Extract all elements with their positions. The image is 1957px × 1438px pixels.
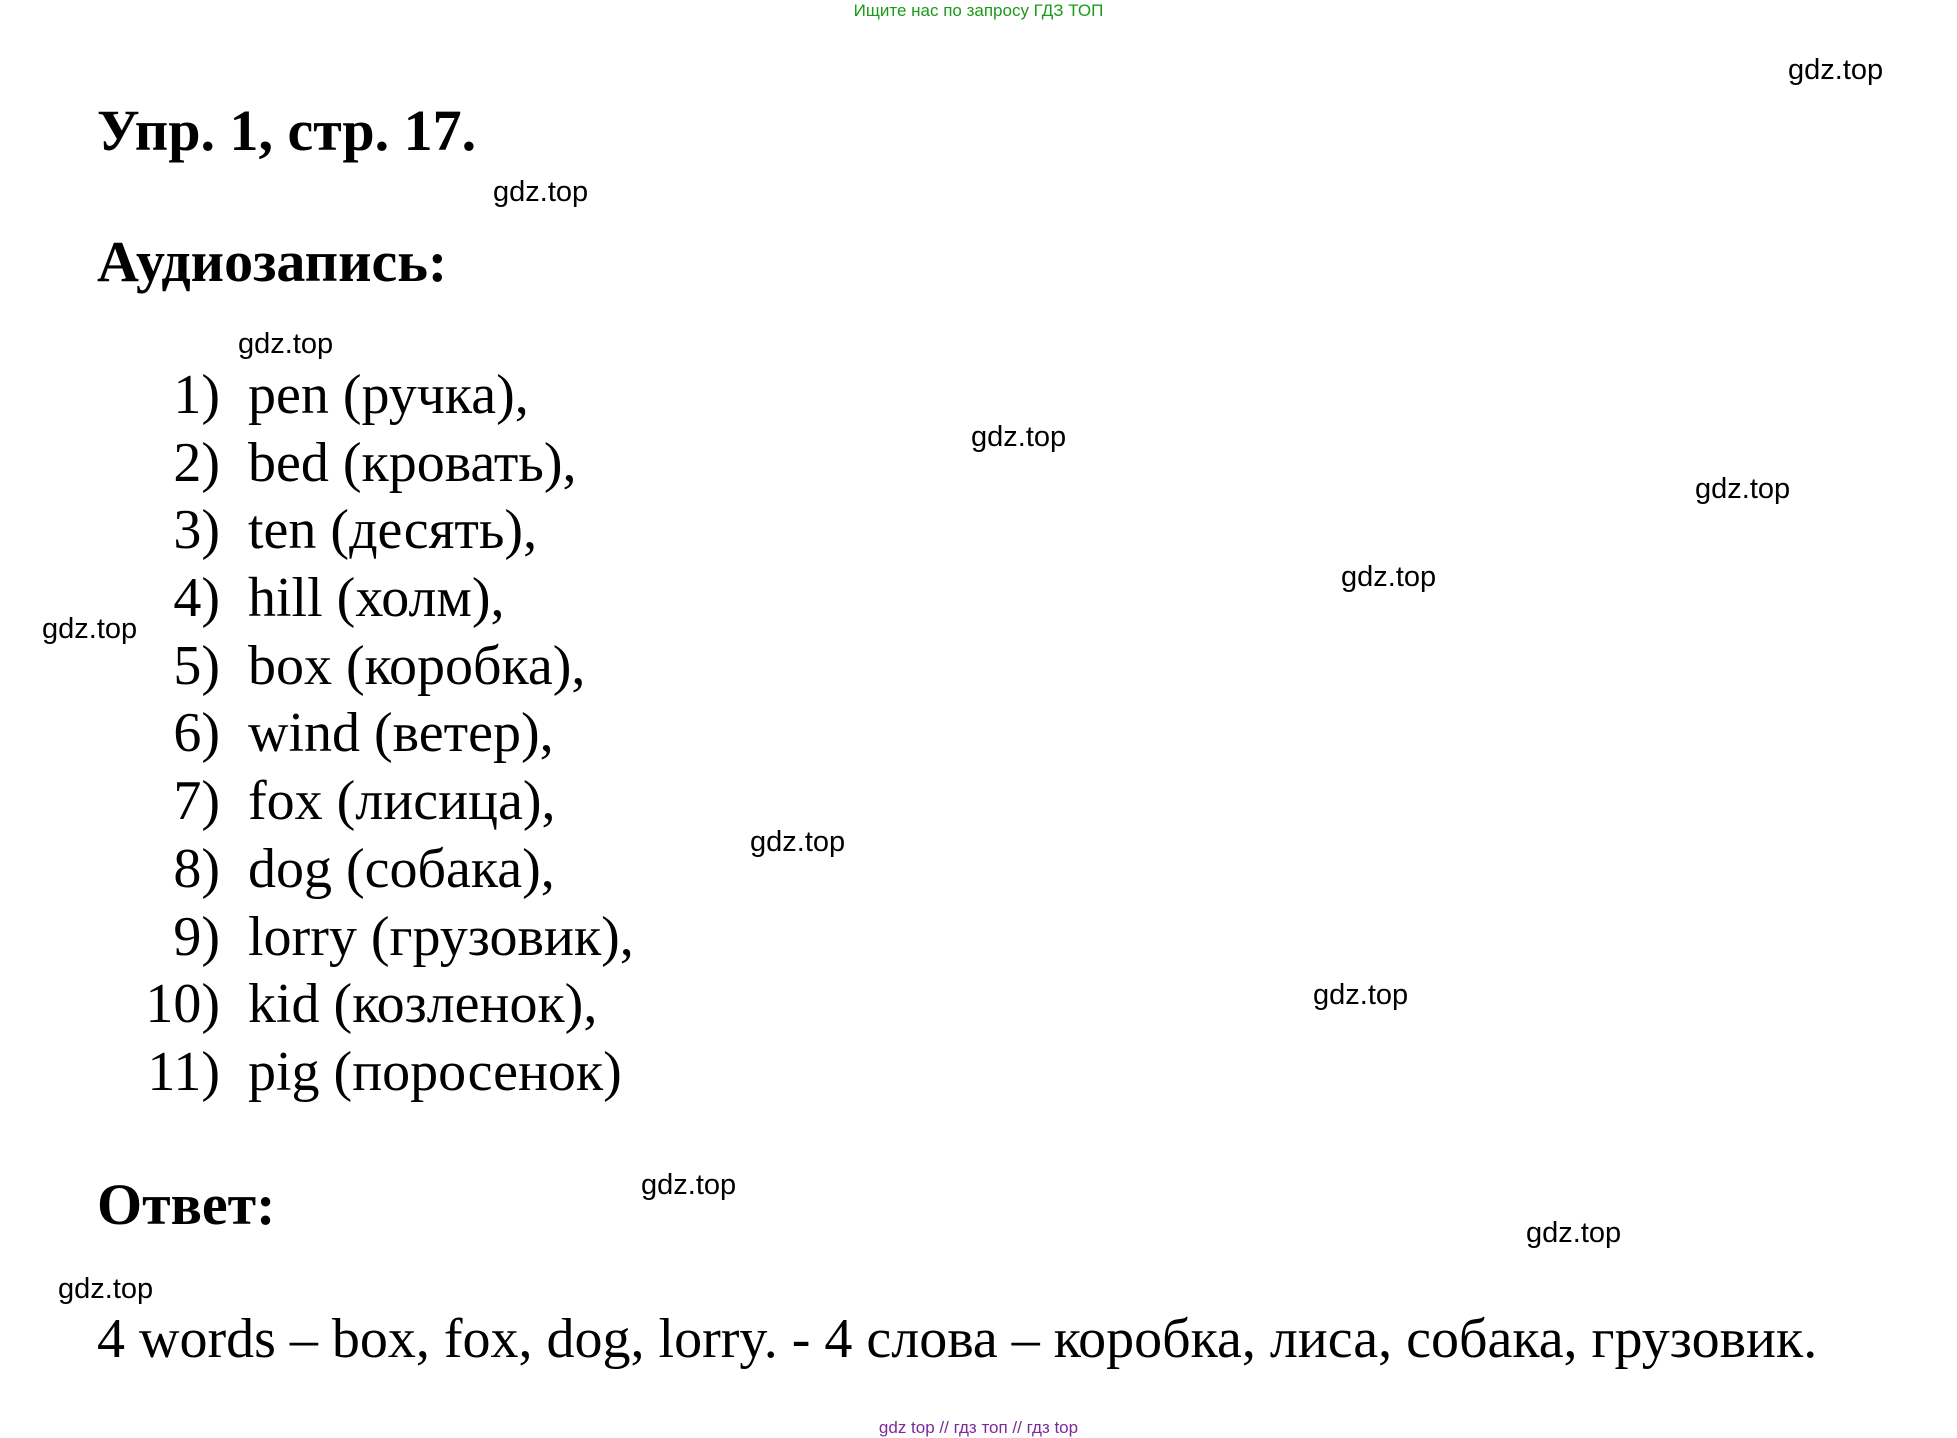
watermark: gdz.top [1313,979,1409,1011]
list-item-number: 9) [173,905,220,968]
list-item-text: dog (собака), [248,837,555,900]
watermark: gdz.top [750,826,846,858]
list-item-number: 2) [173,431,220,494]
list-item-number: 8) [173,837,220,900]
list-item [120,430,634,498]
watermark: gdz.top [58,1273,154,1305]
watermark: gdz.top [42,613,138,645]
list-item-text: ten (десять), [248,499,538,562]
watermark: gdz.top [493,176,589,208]
list-item-number: 1) [173,364,220,426]
answer-text: 4 words – box, fox, dog, lorry. - 4 слова – коробка, лиса, собака, грузовик. [97,1308,1818,1370]
list-item-number: 4) [173,567,220,630]
list-item [120,904,634,972]
list-item-number: 3) [173,499,220,562]
watermark: gdz.top [641,1169,737,1201]
list-item-text: bed (кровать), [248,431,577,494]
watermark: gdz.top [1695,473,1791,505]
answer-heading: Ответ: [97,1172,276,1237]
list-item [120,633,634,701]
list-item [120,565,634,633]
list-item [120,768,634,836]
list-item-number: 6) [173,702,220,765]
audio-list [120,362,634,1107]
watermark: gdz.top [1788,54,1884,86]
list-item-text: hill (холм), [248,567,505,630]
list-item [120,1039,634,1107]
watermark: gdz.top [1526,1217,1622,1249]
list-item [120,362,634,430]
exercise-title: Упр. 1, стр. 17. [97,98,477,163]
list-item-text: pig (поросенок) [248,1040,622,1103]
footer-text[interactable]: gdz top // гдз топ // гдз top [878,1418,1079,1437]
list-item-number: 11) [147,1040,220,1103]
watermark: gdz.top [971,421,1067,453]
list-item [120,497,634,565]
list-item-text: pen (ручка), [248,364,529,426]
list-item-number: 10) [145,973,220,1036]
list-item [120,836,634,904]
list-item-text: fox (лисица), [248,770,556,833]
list-item-number: 5) [173,634,220,697]
watermark: gdz.top [238,328,334,360]
list-item-number: 7) [173,770,220,833]
list-item-text: lorry (грузовик), [248,905,634,968]
list-item-text: kid (козленок), [248,973,598,1036]
list-item [120,700,634,768]
footer[interactable] [0,1418,1957,1438]
watermark: gdz.top [1341,561,1437,593]
list-item-text: wind (ветер), [248,702,554,765]
audio-heading: Аудиозапись: [97,229,448,294]
list-item-text: box (коробка), [248,634,586,697]
list-item [120,971,634,1039]
banner-text[interactable]: Ищите нас по запросу ГДЗ ТОП [853,1,1104,20]
top-banner[interactable] [0,0,1957,22]
